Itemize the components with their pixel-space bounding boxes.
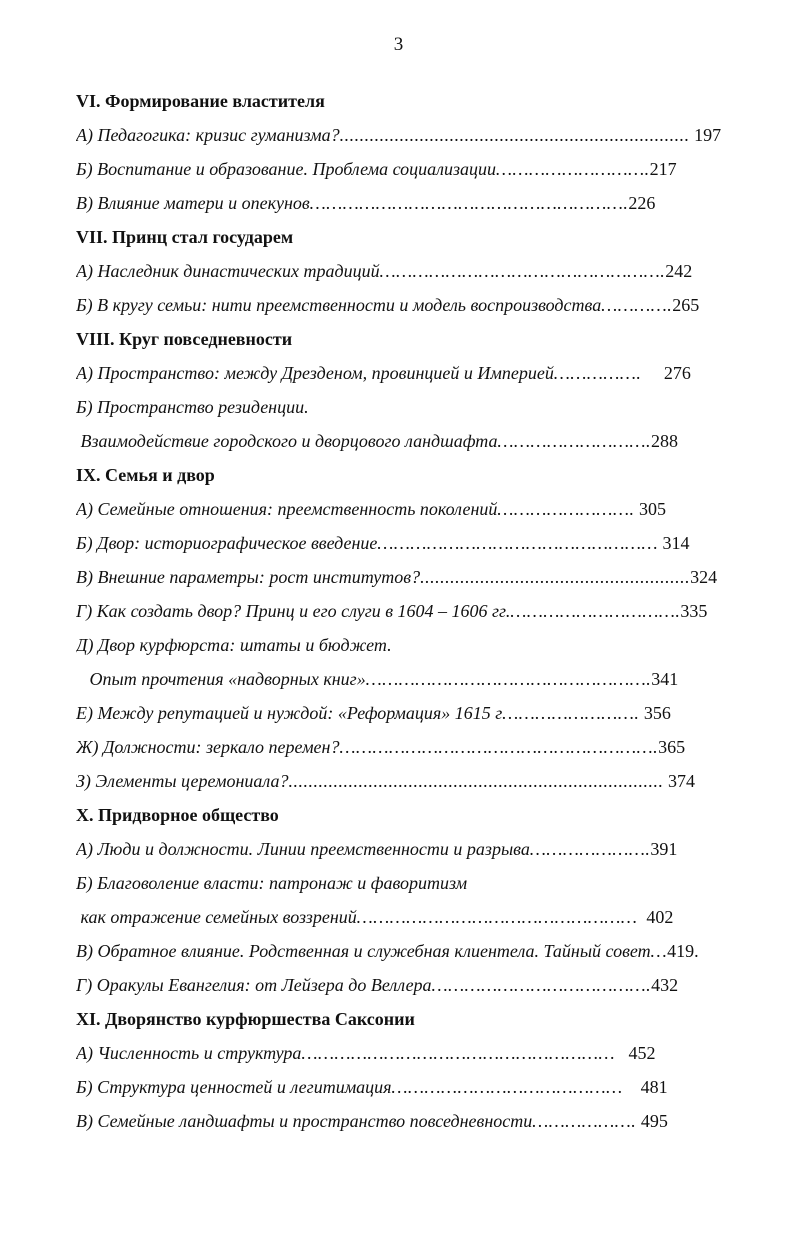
toc-entry-title: Г) Оракулы Евангелия: от Лейзера до Веллера [76, 975, 432, 995]
toc-entry [76, 600, 724, 622]
toc-entry-title: В) Внешние параметры: рост институтов? [76, 567, 421, 587]
toc-entry-title: как отражение семейных воззрений [76, 907, 357, 927]
toc-entry-title: В) Семейные ландшафты и пространство повседневности [76, 1111, 533, 1131]
toc-entry [76, 430, 724, 452]
toc-entry-title: Б) В кругу семьи: нити преемственности и модель воспроизводства [76, 295, 602, 315]
toc-entry-page: 432 [651, 975, 679, 995]
toc-entry-page: 391 [650, 839, 678, 859]
toc-entry-leader: ……………. [553, 363, 642, 383]
toc-entry [76, 1042, 724, 1064]
toc-entry [76, 124, 724, 146]
toc-entry-leader: … [650, 941, 668, 961]
toc-entry-page: 226 [628, 193, 656, 213]
toc-entry-leader: …………………………………………………. [339, 737, 659, 757]
table-of-contents [76, 90, 724, 1144]
toc-entry-title: Б) Структура ценностей и легитимация [76, 1077, 392, 1097]
toc-entry-title: Б) Двор: историографическое введение [76, 533, 378, 553]
toc-entry-page: 217 [649, 159, 677, 179]
toc-entry [76, 736, 724, 758]
toc-entry-leader: ……………………. [497, 499, 635, 519]
toc-entry-leader: ...................................................... [420, 567, 691, 587]
toc-entry-page: 305 [634, 499, 666, 519]
toc-entry-title: А) Люди и должности. Линии преемственности и разрыва [76, 839, 530, 859]
toc-entry-title: Опыт прочтения «надворных книг» [76, 669, 366, 689]
toc-entry-title: А) Педагогика: кризис гуманизма? [76, 125, 340, 145]
toc-entry [76, 362, 724, 384]
toc-entry-page: 495 [636, 1111, 668, 1131]
toc-entry-leader: …………………………………………………. [309, 193, 629, 213]
chapter-heading: VIII. Круг повседневности [76, 329, 293, 349]
toc-entry-leader: ...................................................................... [339, 125, 690, 145]
toc-entry-page: 341 [651, 669, 679, 689]
toc-entry-leader: …………. [601, 295, 673, 315]
toc-entry-page: 419. [667, 941, 699, 961]
toc-entry-page: 402 [637, 907, 674, 927]
toc-entry-title: А) Пространство: между Дрезденом, провинцией и Империей [76, 363, 554, 383]
toc-entry-page: 314 [657, 533, 690, 553]
toc-entry-page: 265 [672, 295, 700, 315]
toc-entry-leader: …………………………………………… [377, 533, 658, 553]
page-number: 3 [393, 34, 404, 55]
toc-entry-title: Г) Как создать двор? Принц и его слуги в 1604 – 1606 гг. [76, 601, 511, 621]
toc-entry-title: Б) Воспитание и образование. Проблема социализации [76, 159, 497, 179]
toc-entry-title: А) Наследник династических традиций [76, 261, 380, 281]
toc-entry [76, 396, 724, 418]
toc-entry-title: А) Семейные отношения: преемственность поколений [76, 499, 498, 519]
toc-entry [76, 940, 724, 962]
toc-entry-leader: ………………………………………………… [301, 1043, 616, 1063]
toc-entry-leader: ………………………. [497, 431, 652, 451]
chapter-heading: VII. Принц стал государем [76, 227, 294, 247]
toc-entry-title: Ж) Должности: зеркало перемен? [76, 737, 340, 757]
toc-entry [76, 906, 724, 928]
toc-entry-title: Б) Пространство резиденции. [76, 397, 309, 417]
toc-entry-title: Е) Между репутацией и нуждой: «Реформация» 1615 г [76, 703, 503, 723]
toc-entry-title: Д) Двор курфюрста: штаты и бюджет. [76, 635, 392, 655]
toc-entry [76, 1076, 724, 1098]
toc-entry [76, 294, 724, 316]
toc-entry-leader: …………………………………… [391, 1077, 623, 1097]
toc-entry [76, 566, 724, 588]
toc-entry-page: 365 [658, 737, 686, 757]
toc-entry-leader: ………………………. [496, 159, 650, 179]
toc-entry-title: В) Влияние матери и опекунов [76, 193, 310, 213]
toc-entry [76, 260, 724, 282]
toc-entry [76, 498, 724, 520]
chapter-heading: XI. Дворянство курфюршества Саксонии [76, 1009, 415, 1029]
toc-entry [76, 1110, 724, 1132]
toc-entry-title: А) Численность и структура [76, 1043, 302, 1063]
toc-entry [76, 702, 724, 724]
toc-entry [76, 192, 724, 214]
toc-entry-leader: ........................................................................... [288, 771, 664, 791]
toc-entry [76, 532, 724, 554]
toc-entry-page: 197 [689, 125, 722, 145]
toc-entry-title: В) Обратное влияние. Родственная и служебная клиентела. Тайный совет [76, 941, 651, 961]
toc-entry-page: 481 [622, 1077, 668, 1097]
toc-entry-title: Взаимодействие городского и дворцового ландшафта [76, 431, 498, 451]
chapter-heading: IX. Семья и двор [76, 465, 215, 485]
toc-entry-page: 288 [651, 431, 679, 451]
chapter-heading: VI. Формирование властителя [76, 91, 325, 111]
toc-entry-title: З) Элементы церемониала? [76, 771, 289, 791]
toc-entry-page: 356 [639, 703, 671, 723]
toc-entry [76, 634, 724, 656]
chapter-heading: X. Придворное общество [76, 805, 279, 825]
toc-entry [76, 668, 724, 690]
toc-entry-page: 335 [680, 601, 708, 621]
toc-entry-title: Б) Благоволение власти: патронаж и фаворитизм [76, 873, 468, 893]
toc-entry-page: 324 [690, 567, 718, 587]
toc-entry [76, 158, 724, 180]
toc-entry-leader: …………………………………………… [356, 907, 638, 927]
toc-entry [76, 974, 724, 996]
toc-entry-leader: ……………………………………………. [365, 669, 652, 689]
toc-entry-leader: ……………………. [502, 703, 640, 723]
toc-entry-leader: …………………. [529, 839, 651, 859]
toc-entry-leader: ………………. [532, 1111, 637, 1131]
toc-entry [76, 838, 724, 860]
toc-entry [76, 872, 724, 894]
toc-entry-page: 242 [665, 261, 693, 281]
toc-entry [76, 770, 724, 792]
toc-entry-page: 452 [615, 1043, 656, 1063]
toc-entry-page: 374 [663, 771, 695, 791]
toc-entry-leader: …………………………………. [431, 975, 652, 995]
toc-entry-page: 276 [641, 363, 691, 383]
toc-entry-leader: …………………………. [510, 601, 681, 621]
toc-entry-leader: ……………………………………………. [379, 261, 666, 281]
